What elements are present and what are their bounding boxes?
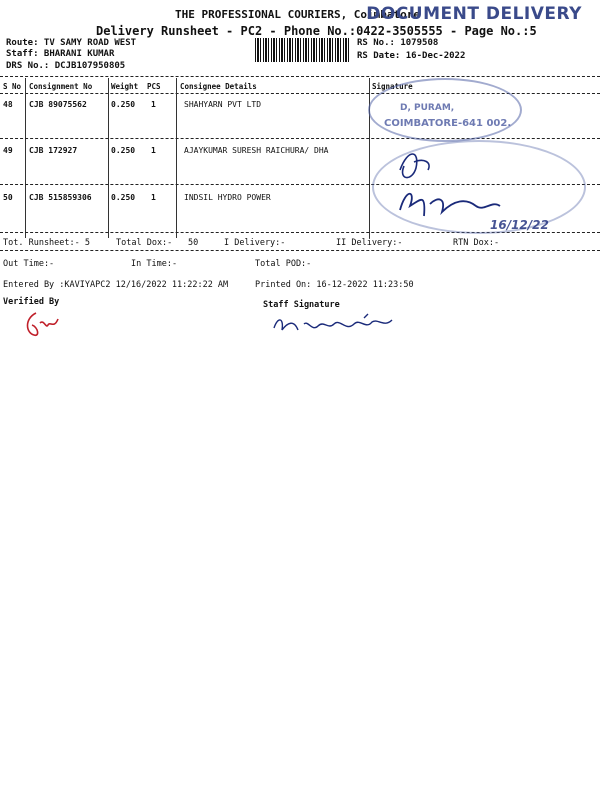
out-time: Out Time:- xyxy=(3,259,55,269)
total-pod: Total POD:- xyxy=(255,259,312,269)
ii-delivery: II Delivery:- xyxy=(336,238,403,248)
col-weight: Weight xyxy=(111,82,139,91)
col-signature: Signature xyxy=(372,82,413,91)
i-delivery: I Delivery:- xyxy=(224,238,286,248)
printed-on: Printed On: 16-12-2022 11:23:50 xyxy=(255,280,414,290)
verifier-signature xyxy=(18,305,63,345)
row-consignment: CJB 172927 xyxy=(29,146,78,155)
handwritten-date: 16/12/22 xyxy=(490,218,549,232)
verified-by-label: Verified By xyxy=(3,297,60,307)
barcode xyxy=(255,38,350,62)
total-dox-value: 50 xyxy=(188,238,199,248)
staff-signature xyxy=(268,310,408,340)
route-label: Route: TV SAMY ROAD WEST xyxy=(6,38,137,48)
row-pcs: 1 xyxy=(151,100,156,109)
rs-date: RS Date: 16-Dec-2022 xyxy=(357,51,466,61)
row-sno: 49 xyxy=(3,146,13,155)
col-pcs: PCS xyxy=(147,82,161,91)
row-consignment: CJB 89075562 xyxy=(29,100,87,109)
row-consignee: AJAYKUMAR SURESH RAICHURA/ DHA xyxy=(184,146,329,155)
entered-by: Entered By :KAVIYAPC2 12/16/2022 11:22:22 AM xyxy=(3,280,229,290)
row-pcs: 1 xyxy=(151,193,156,202)
col-divider xyxy=(25,78,26,238)
in-time: In Time:- xyxy=(131,259,178,269)
col-consignment: Consignment No xyxy=(29,82,93,91)
row-weight: 0.250 xyxy=(111,100,136,109)
drs-number: DRS No.: DCJB107950805 xyxy=(6,61,126,71)
seal-text-city: COIMBATORE-641 002. xyxy=(384,118,512,129)
document-delivery-stamp: DOCUMENT DELIVERY xyxy=(366,4,582,24)
row-sno: 50 xyxy=(3,193,13,202)
col-sno: S No xyxy=(3,82,22,91)
staff-label: Staff: BHARANI KUMAR xyxy=(6,49,115,59)
runsheet-title: Delivery Runsheet - PC2 - Phone No.:0422-3505555 - Page No.:5 xyxy=(96,24,537,38)
row-consignee: SHAHYARN PVT LTD xyxy=(184,100,262,109)
table-top-rule xyxy=(0,76,600,77)
row-sno: 48 xyxy=(3,100,13,109)
col-consignee: Consignee Details xyxy=(180,82,257,91)
seal-text-area: D, PURAM, xyxy=(400,103,455,113)
company-name: THE PROFESSIONAL COURIERS, Coimbatore xyxy=(175,8,421,21)
rs-number: RS No.: 1079508 xyxy=(357,38,439,48)
row-weight: 0.250 xyxy=(111,146,136,155)
row-consignee: INDSIL HYDRO POWER xyxy=(184,193,271,202)
col-divider xyxy=(108,78,109,238)
row-consignment: CJB 515859306 xyxy=(29,193,92,202)
row-weight: 0.250 xyxy=(111,193,136,202)
row-rule xyxy=(0,138,600,139)
col-divider xyxy=(176,78,177,238)
staff-signature-label: Staff Signature xyxy=(263,300,340,310)
row-pcs: 1 xyxy=(151,146,156,155)
total-runsheet: Tot. Runsheet:- 5 xyxy=(3,238,90,248)
total-dox-label: Total Dox:- xyxy=(116,238,173,248)
totals-rule xyxy=(0,250,600,251)
rtn-dox: RTN Dox:- xyxy=(453,238,500,248)
